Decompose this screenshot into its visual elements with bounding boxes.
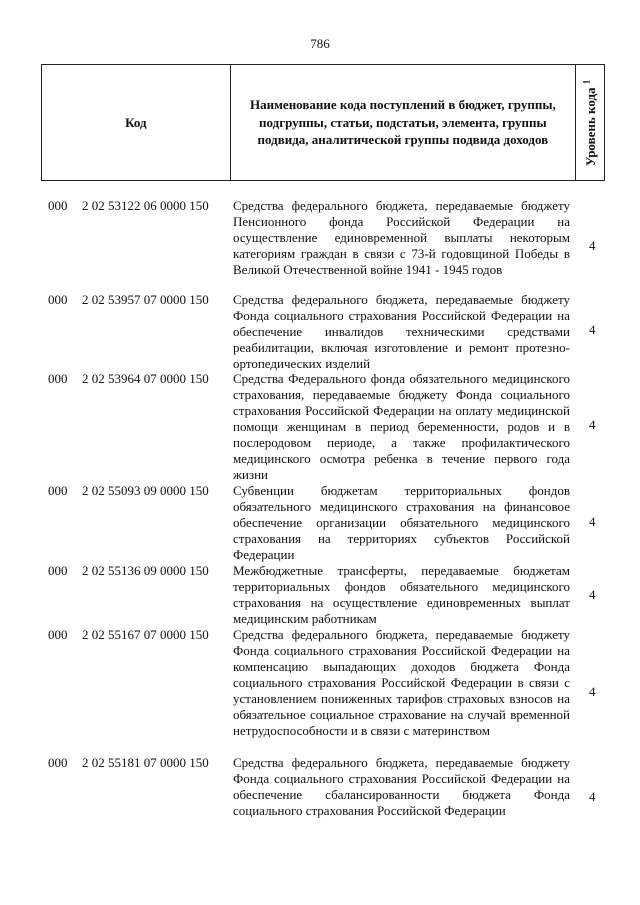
page-number: 786 [310, 36, 330, 51]
code-level: 4 [589, 514, 596, 529]
description: Средства федерального бюджета, передаваемые бюджету Пенсионного фонда Российской Федерации на осуществление единовременной выплаты некоторым категориям граждан в связи с 73-й годовщиной Победы в Великой Отечественной войне 1941 - 1945 годов [233, 198, 570, 277]
description: Средства Федерального фонда обязательного медицинского страхования, передаваемые бюджету Фонда социального страхования Российской Федерации на оплату медицинской помощи женщинам в период беременности, родов и в послеродовом периоде, а также профилактического медицинского осмотра ребенка в течение первого года жизни [233, 371, 570, 482]
footnote-marker: 1 [581, 79, 592, 84]
code-level: 4 [589, 587, 596, 602]
code-level: 4 [589, 789, 596, 804]
description: Средства федерального бюджета, передаваемые бюджету Фонда социального страхования Российской Федерации на обеспечение инвалидов техническими средствами реабилитации, включая изготовление и ремонт протезно-ортопедических изделий [233, 292, 570, 371]
header-code: Код [42, 65, 231, 180]
table-header [41, 64, 605, 181]
revenue-code: 2 02 55136 09 0000 150 [82, 563, 209, 578]
header-level-label [581, 79, 600, 166]
description: Средства федерального бюджета, передаваемые бюджету Фонда социального страхования Российской Федерации на обеспечение сбалансированности бюджета Фонда социального страхования Российской Федерации [233, 755, 570, 818]
header-level-text: Уровень кода [582, 86, 598, 166]
code-level: 4 [589, 238, 596, 253]
revenue-code: 2 02 55167 07 0000 150 [82, 627, 209, 642]
revenue-code: 2 02 53964 07 0000 150 [82, 371, 209, 386]
description: Средства федерального бюджета, передаваемые бюджету Фонда социального страхования Российской Федерации на компенсацию выпадающих доходов бюджета Фонда социального страхования Российской Федерации в связи с установлением пониженных тарифов страховых взносов на обязательное социальное страхование на случай временной нетрудоспособности и в связи с материнством [233, 627, 570, 738]
description: Субвенции бюджетам территориальных фондов обязательного медицинского страхования на финансовое обеспечение организации обязательного медицинского страхования на территориях субъектов Российской Федерации [233, 483, 570, 562]
admin-code: 000 [48, 627, 68, 642]
header-name: Наименование кода поступлений в бюджет, группы, подгруппы, статьи, подстатьи, элемента, группы подвида, аналитической группы подвида доходов [231, 65, 576, 180]
header-level [576, 65, 604, 180]
revenue-code: 2 02 55093 09 0000 150 [82, 483, 209, 498]
description: Межбюджетные трансферты, передаваемые бюджетам территориальных фондов обязательного медицинского страхования на осуществление единовременных выплат медицинским работникам [233, 563, 570, 626]
code-level: 4 [589, 322, 596, 337]
code-level: 4 [589, 684, 596, 699]
admin-code: 000 [48, 563, 68, 578]
code-level: 4 [589, 417, 596, 432]
revenue-code: 2 02 53122 06 0000 150 [82, 198, 209, 213]
admin-code: 000 [48, 755, 68, 770]
admin-code: 000 [48, 371, 68, 386]
admin-code: 000 [48, 483, 68, 498]
revenue-code: 2 02 55181 07 0000 150 [82, 755, 209, 770]
admin-code: 000 [48, 198, 68, 213]
revenue-code: 2 02 53957 07 0000 150 [82, 292, 209, 307]
admin-code: 000 [48, 292, 68, 307]
